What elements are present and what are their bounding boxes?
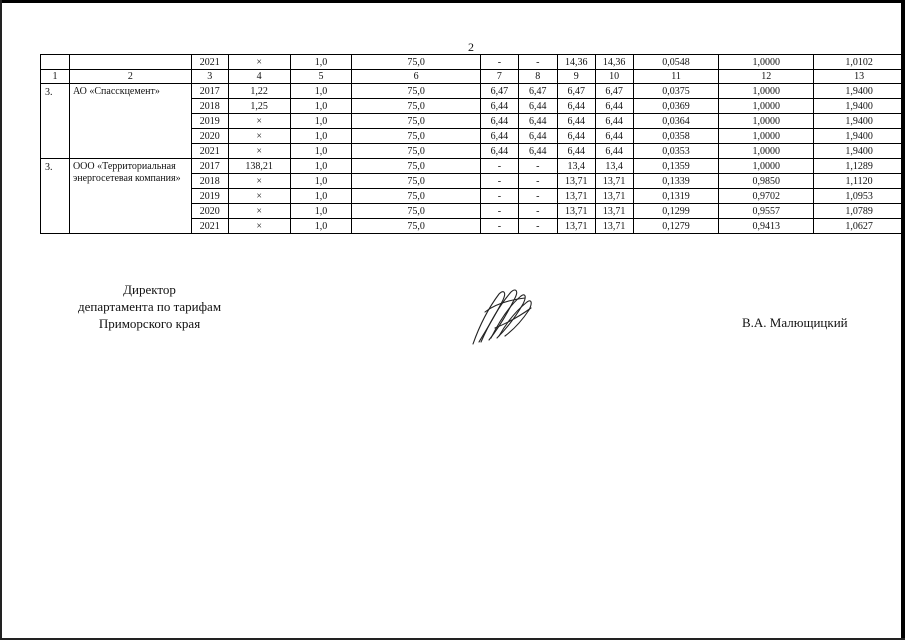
cell-col4: 1,22 — [228, 84, 290, 99]
cell-col10: 13,71 — [595, 174, 633, 189]
cell-year: 2021 — [191, 219, 228, 234]
cell-col7: - — [480, 204, 518, 219]
cell-col11: 0,0548 — [633, 55, 719, 70]
signatory-name: В.А. Малющицкий — [742, 315, 848, 330]
organization-name: АО «Спасскцемент» — [69, 84, 191, 159]
column-number: 8 — [518, 70, 557, 84]
cell-col9: 13,71 — [557, 219, 595, 234]
signatory-title — [78, 281, 221, 332]
cell-col4: × — [228, 174, 290, 189]
cell-col6: 75,0 — [352, 55, 481, 70]
cell-year: 2019 — [191, 114, 228, 129]
cell-col13: 1,9400 — [814, 144, 905, 159]
signatory-title-line: Директор — [123, 282, 176, 297]
cell-col7: - — [480, 55, 518, 70]
cell-col5: 1,0 — [290, 219, 352, 234]
cell-col4: × — [228, 114, 290, 129]
cell-col13: 1,9400 — [814, 84, 905, 99]
cell-col4: × — [228, 204, 290, 219]
cell-col7: 6,44 — [480, 144, 518, 159]
cell-col5: 1,0 — [290, 99, 352, 114]
cell-col8: - — [518, 159, 557, 174]
cell-col5: 1,0 — [290, 84, 352, 99]
handwritten-signature — [465, 282, 545, 352]
cell-year: 2019 — [191, 189, 228, 204]
column-number: 11 — [633, 70, 719, 84]
cell-year: 2020 — [191, 204, 228, 219]
cell-col9: 6,44 — [557, 129, 595, 144]
cell-col6: 75,0 — [352, 114, 481, 129]
cell-col4: × — [228, 144, 290, 159]
cell-col12: 1,0000 — [719, 159, 814, 174]
cell-col12: 1,0000 — [719, 129, 814, 144]
cell-col5: 1,0 — [290, 174, 352, 189]
cell-col13: 1,9400 — [814, 129, 905, 144]
cell-col12: 1,0000 — [719, 55, 814, 70]
scan-edge-top — [0, 0, 905, 3]
cell-col6: 75,0 — [352, 174, 481, 189]
cell-year: 2020 — [191, 129, 228, 144]
column-number: 9 — [557, 70, 595, 84]
cell-col13: 1,0102 — [814, 55, 905, 70]
cell-col12: 1,0000 — [719, 84, 814, 99]
cell-col12: 1,0000 — [719, 99, 814, 114]
cell-col13: 1,9400 — [814, 99, 905, 114]
scan-edge-left — [0, 0, 2, 640]
cell-col11: 0,0353 — [633, 144, 719, 159]
cell-col5: 1,0 — [290, 159, 352, 174]
cell-col7: 6,44 — [480, 129, 518, 144]
cell-col12: 1,0000 — [719, 114, 814, 129]
cell-col11: 0,1279 — [633, 219, 719, 234]
column-number: 2 — [69, 70, 191, 84]
cell-col9: 6,44 — [557, 144, 595, 159]
cell-col4: 1,25 — [228, 99, 290, 114]
column-number: 5 — [290, 70, 352, 84]
cell-col10: 6,44 — [595, 114, 633, 129]
cell-col7: 6,44 — [480, 99, 518, 114]
cell-col9: 13,71 — [557, 189, 595, 204]
cell-col5: 1,0 — [290, 129, 352, 144]
cell-col8: - — [518, 174, 557, 189]
cell-year: 2021 — [191, 55, 228, 70]
signatory-title-line: Приморского края — [98, 316, 201, 331]
cell-year: 2018 — [191, 174, 228, 189]
cell-col5: 1,0 — [290, 114, 352, 129]
cell-col11: 0,1339 — [633, 174, 719, 189]
cell-col10: 13,4 — [595, 159, 633, 174]
cell-col11: 0,1359 — [633, 159, 719, 174]
cell-col7: 6,47 — [480, 84, 518, 99]
cell-col11: 0,0375 — [633, 84, 719, 99]
cell-col8: - — [518, 55, 557, 70]
cell-col4: 138,21 — [228, 159, 290, 174]
cell-col9: 14,36 — [557, 55, 595, 70]
cell-col11: 0,0358 — [633, 129, 719, 144]
cell-col8: 6,44 — [518, 144, 557, 159]
cell-year: 2021 — [191, 144, 228, 159]
cell-col7: 6,44 — [480, 114, 518, 129]
page-number: 2 — [468, 40, 474, 54]
cell-col4: × — [228, 129, 290, 144]
cell-col11: 0,1299 — [633, 204, 719, 219]
cell-col5: 1,0 — [290, 204, 352, 219]
cell-col12: 0,9850 — [719, 174, 814, 189]
cell-col8: 6,44 — [518, 114, 557, 129]
column-number: 4 — [228, 70, 290, 84]
cell-col10: 6,44 — [595, 144, 633, 159]
cell-col12: 0,9702 — [719, 189, 814, 204]
cell-col7: - — [480, 219, 518, 234]
cell-col6: 75,0 — [352, 219, 481, 234]
cell-col6: 75,0 — [352, 204, 481, 219]
cell-col9: 13,4 — [557, 159, 595, 174]
cell-col13: 1,0789 — [814, 204, 905, 219]
cell-col6: 75,0 — [352, 189, 481, 204]
column-number: 12 — [719, 70, 814, 84]
cell-col9: 13,71 — [557, 204, 595, 219]
cell-num — [41, 55, 70, 70]
column-number: 6 — [352, 70, 481, 84]
signatory-title-line: департамента по тарифам — [78, 299, 222, 314]
cell-col12: 0,9557 — [719, 204, 814, 219]
cell-col10: 13,71 — [595, 204, 633, 219]
cell-col6: 75,0 — [352, 84, 481, 99]
cell-col4: × — [228, 219, 290, 234]
row-number: 3. — [41, 159, 70, 234]
cell-col9: 6,44 — [557, 114, 595, 129]
column-number: 10 — [595, 70, 633, 84]
cell-col5: 1,0 — [290, 189, 352, 204]
cell-col8: - — [518, 189, 557, 204]
tariff-table — [40, 54, 905, 234]
column-number: 1 — [41, 70, 70, 84]
cell-col10: 6,44 — [595, 99, 633, 114]
cell-col4: × — [228, 55, 290, 70]
row-number: 3. — [41, 84, 70, 159]
cell-col8: - — [518, 204, 557, 219]
cell-org — [69, 55, 191, 70]
cell-col7: - — [480, 189, 518, 204]
cell-col10: 6,47 — [595, 84, 633, 99]
column-number: 3 — [191, 70, 228, 84]
cell-col8: 6,47 — [518, 84, 557, 99]
table-row-top — [41, 55, 905, 70]
cell-col10: 13,71 — [595, 219, 633, 234]
cell-col4: × — [228, 189, 290, 204]
cell-col5: 1,0 — [290, 144, 352, 159]
cell-col6: 75,0 — [352, 144, 481, 159]
table-row — [41, 84, 905, 99]
column-number: 7 — [480, 70, 518, 84]
cell-col10: 14,36 — [595, 55, 633, 70]
cell-col7: - — [480, 174, 518, 189]
cell-col10: 13,71 — [595, 189, 633, 204]
cell-year: 2017 — [191, 159, 228, 174]
organization-name: ООО «Территориальная энергосетевая компания» — [69, 159, 191, 234]
cell-col12: 1,0000 — [719, 144, 814, 159]
cell-col11: 0,0369 — [633, 99, 719, 114]
cell-col6: 75,0 — [352, 129, 481, 144]
cell-col8: 6,44 — [518, 99, 557, 114]
cell-col13: 1,1120 — [814, 174, 905, 189]
cell-col13: 1,1289 — [814, 159, 905, 174]
cell-col11: 0,0364 — [633, 114, 719, 129]
cell-col12: 0,9413 — [719, 219, 814, 234]
cell-col13: 1,9400 — [814, 114, 905, 129]
cell-col6: 75,0 — [352, 159, 481, 174]
cell-col11: 0,1319 — [633, 189, 719, 204]
cell-col8: - — [518, 219, 557, 234]
column-number-row — [41, 70, 905, 84]
column-number: 13 — [814, 70, 905, 84]
cell-col8: 6,44 — [518, 129, 557, 144]
cell-year: 2018 — [191, 99, 228, 114]
cell-col13: 1,0953 — [814, 189, 905, 204]
table-body — [41, 55, 905, 234]
cell-col13: 1,0627 — [814, 219, 905, 234]
table-row — [41, 159, 905, 174]
cell-col5: 1,0 — [290, 55, 352, 70]
cell-col9: 6,44 — [557, 99, 595, 114]
cell-col9: 6,47 — [557, 84, 595, 99]
cell-year: 2017 — [191, 84, 228, 99]
cell-col10: 6,44 — [595, 129, 633, 144]
cell-col6: 75,0 — [352, 99, 481, 114]
cell-col9: 13,71 — [557, 174, 595, 189]
cell-col7: - — [480, 159, 518, 174]
